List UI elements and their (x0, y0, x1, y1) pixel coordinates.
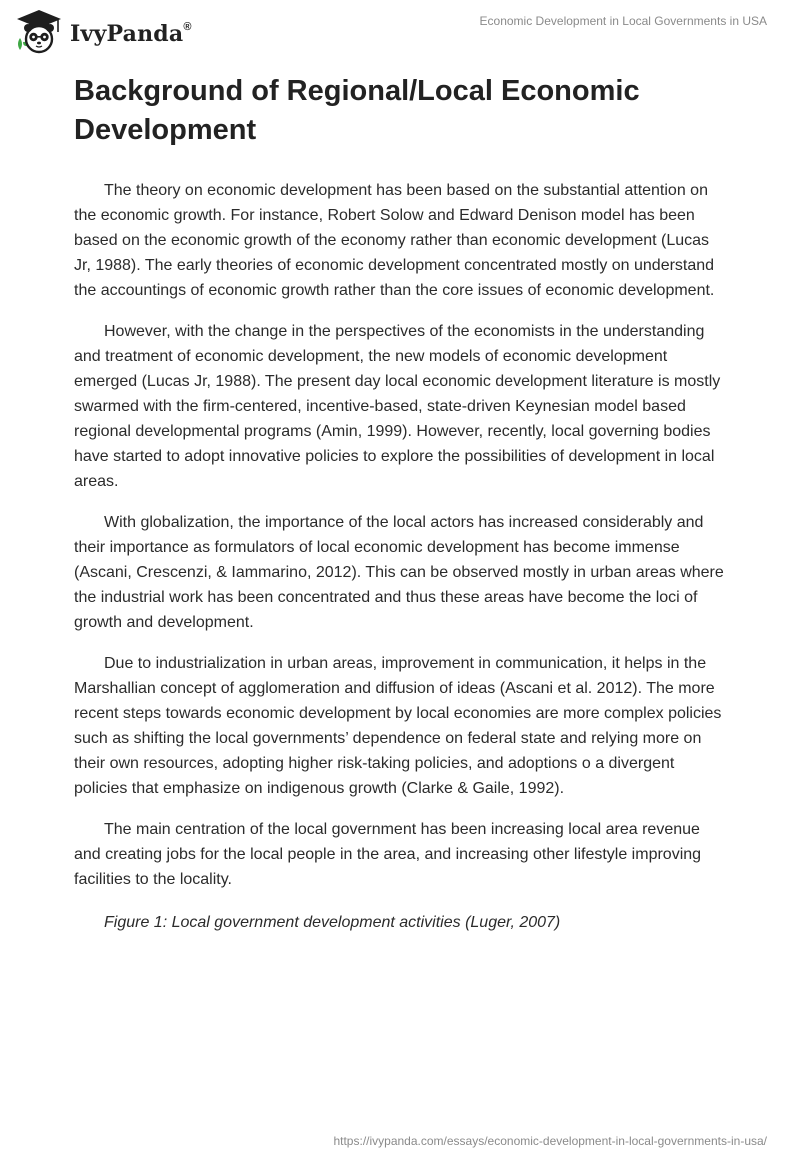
paragraph-1: The theory on economic development has been based on the substantial attention on the economic growth. For instance, Robert Solow and Edward Denison model has been based on the economic growth of the economy rather than economic development (Lucas Jr, 1988). The early theories of economic development concentrated mostly on understand the accountings of economic growth rather than the core issues of economic development. (74, 182, 715, 299)
paragraph-5: The main centration of the local government has been increasing local area revenue and creating jobs for the local people in the area, and increasing other lifestyle improving facilities to the locality. (74, 821, 702, 888)
ivypanda-logo[interactable] (14, 8, 192, 54)
article-body (74, 72, 730, 951)
paragraph-2: However, with the change in the perspectives of the economists in the understanding and treatment of economic development, the new models of economic development emerged (Lucas Jr, 1988). The present day local economic development literature is mostly swarmed with the firm-centered, incentive-based, state-driven Keynesian model based regional developmental programs (Amin, 1999). However, recently, local governing bodies have started to adopt innovative policies to explore the possibilities of development in local areas. (74, 323, 721, 490)
page-header (0, 0, 800, 62)
figure-caption: Figure 1: Local government development activities (Luger, 2007) (104, 914, 561, 931)
source-url[interactable]: https://ivypanda.com/essays/economic-development-in-local-governments-in-usa/ (333, 1134, 767, 1148)
section-heading: Background of Regional/Local Economic Development (74, 75, 640, 146)
logo-text: IvyPanda® (70, 20, 192, 47)
panda-graduate-icon (14, 8, 64, 54)
registered-mark: ® (183, 20, 192, 33)
paragraph-3: With globalization, the importance of the local actors has increased considerably and their importance as formulators of local economic development has become immense (Ascani, Crescenzi, & Iammarino, 2012). This can be observed mostly in urban areas where the industrial work has been concentrated and thus these areas have become the loci of growth and development. (74, 514, 724, 631)
paragraph-4: Due to industrialization in urban areas, improvement in communication, it helps in the Marshallian concept of agglomeration and diffusion of ideas (Ascani et al. 2012). The more recent steps towards economic development by local economies are more complex policies such as shifting the local governments’ dependence on federal state and relying more on their own resources, adopting higher risk-taking policies, and adoptions o a divergent policies that emphasize on indigenous growth (Clarke & Gaile, 1992). (74, 655, 722, 797)
document-title: Economic Development in Local Governments in USA (479, 14, 767, 28)
